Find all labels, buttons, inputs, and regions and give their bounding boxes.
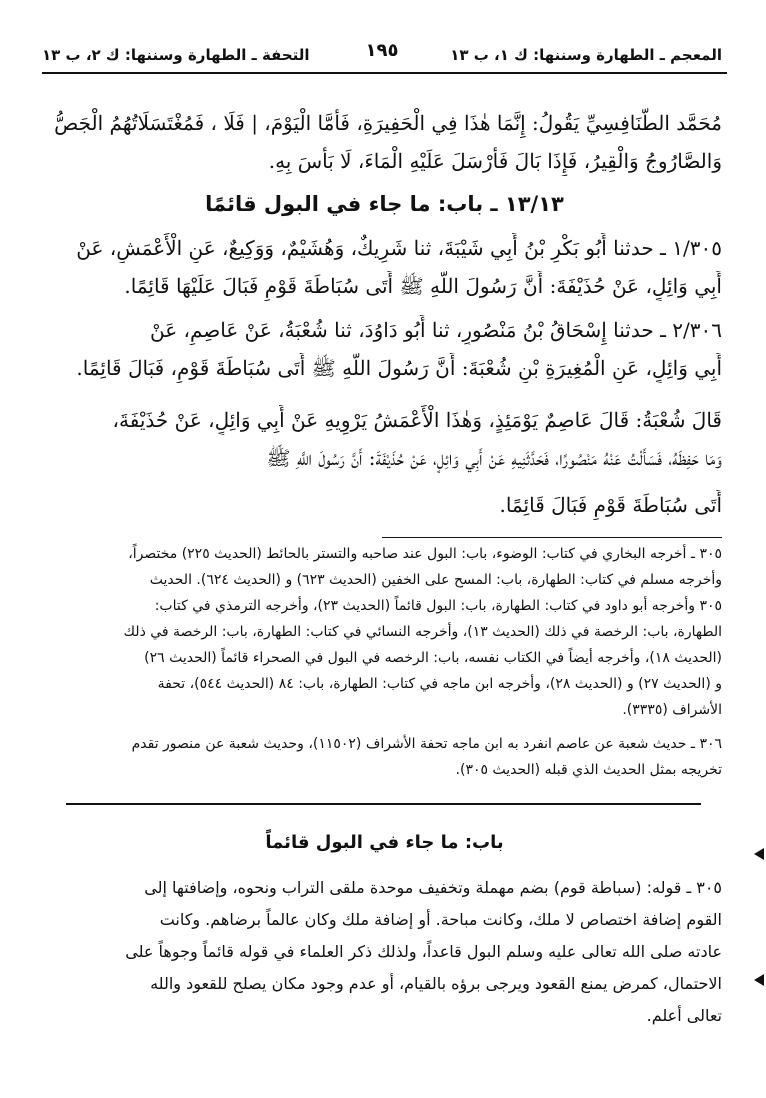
hadith-306-line: ٢/٣٠٦ ـ حدثنا إِسْحَاقُ بْنُ مَنْصُورٍ، ثنا أَبُو دَاوُدَ، ثنا شُعْبَةُ، عَنْ عَاصِمٍ، عَنْ [150,318,722,342]
commentary-line: ٣٠٥ ـ قوله: (سباطة قوم) بضم مهملة وتخفيف موحدة ملقى التراب ونحوه، وإضافتها إلى [144,878,722,897]
footnote-305-line: ٣٠٥ وأخرجه أبو داود في كتاب: الطهارة، باب: البول قائماً (الحديث ٢٣)، وأخرجه الترمذي في كتاب: [154,598,722,614]
commentary-line: تعالى أعلم. [646,1006,722,1025]
commentary-line: عادته صلى الله تعالى عليه وسلم البول قاعداً، ولذلك ذكر العلماء في قوله قائماً وجوهاً على [125,942,722,961]
footnote-306-line: تخريجه بمثل الحديث الذي قبله (الحديث ٣٠٥). [455,762,722,778]
section-separator [66,803,701,805]
margin-marker-icon [754,974,764,986]
running-header [42,38,722,68]
intro-line: مُحَمَّد الطَّنَافِسِيِّ يَقُولُ: إِنَّمَا هٰذَا فِي الْحَفِيرَةِ، فَأَمَّا الْيَوْمَ، | فَلَا ، فَمُغْتَسَلَاتُهُمُ الْجَصُّ [54,111,722,135]
footnote-306-line: ٣٠٦ ـ حديث شعبة عن عاصم انفرد به ابن ماجه تحفة الأشراف (١١٥٠٢)، وحديث شعبة عن منصور تقدم [131,736,722,752]
intro-line: وَالصَّارُوجُ وَالْقِيرُ، فَإِذَا بَالَ فَأَرْسَلَ عَلَيْهِ الْمَاءَ، لَا بَأْسَ بِهِ. [268,149,722,173]
commentary-heading: باب: ما جاء في البول قائماً [265,832,504,853]
footnote-rule [382,537,722,538]
footnote-305-line: (الحديث ١٨)، وأخرجه أيضاً في الكتاب نفسه، باب: الرخصه في البول في الصحراء قائماً (الحديث ٢٦) [144,650,722,666]
page-number: ١٩٥ [365,40,399,61]
hadith-305-line: ١/٣٠٥ ـ حدثنا أَبُو بَكْرِ بْنُ أَبِي شَيْبَةَ، ثنا شَرِيكٌ، وَهُشَيْمٌ، وَوَكِيعٌ، عَنِ الْأَعْمَشِ، عَنْ [76,236,722,260]
shuba-line: وَمَا حَفِظَهُ، فَسَأَلْتُ عَنْهُ مَنْصُورًا، فَحَدَّثَنِيهِ عَنْ أَبِي وَائِلٍ، عَنْ حُذَيْفَةَ: أَنَّ رَسُولَ اللَّهِ ﷺ [266,446,722,470]
chapter-heading: ١٣/١٣ ـ باب: ما جاء في البول قائمًا [205,192,564,216]
commentary-line: القوم إضافة اختصاص لا ملك، وكانت مباحة. أو إضافة ملك وكان عالماً برضاهم. وكانت [159,910,722,929]
header-right-title: المعجم ـ الطهارة وسننها: ك ١، ب ١٣ [450,46,722,64]
shuba-line: أَتَى سُبَاطَةَ قَوْمٍ فَبَالَ قَائِمًا. [499,493,722,517]
margin-marker-icon [754,848,764,860]
footnote-305-line: ٣٠٥ ـ أخرجه البخاري في كتاب: الوضوء، باب: البول عند صاحبه والتستر بالحائط (الحديث ٢٢٥) مختصراً، [128,546,722,562]
footnote-305-line: و (الحديث ٢٧) و (الحديث ٢٨)، وأخرجه ابن ماجه في كتاب: الطهارة، باب: ٨٤ (الحديث ٥٤٤)، تحفة [157,676,722,692]
hadith-306-line: أَبِي وَائِلٍ، عَنِ الْمُغِيرَةِ بْنِ شُعْبَةَ: أَنَّ رَسُولَ اللَّهِ ﷺ أَتَى سُبَاطَةَ قَوْمٍ، فَبَالَ قَائِمًا. [76,356,722,380]
footnote-305-line: وأخرجه مسلم في كتاب: الطهارة، باب: المسح على الخفين (الحديث ٦٢٣) و (الحديث ٦٢٤). الحديث [149,572,722,588]
footnote-305-line: الأشراف (٣٣٣٥). [622,702,722,718]
footnote-305-line: الطهارة، باب: الرخصة في ذلك (الحديث ١٣)، وأخرجه النسائي في كتاب: الطهارة، باب: الرخصة في ذلك [123,624,722,640]
header-rule [42,72,727,74]
hadith-305-line: أَبِي وَائِلٍ، عَنْ حُذَيْفَةَ: أَنَّ رَسُولَ اللَّهِ ﷺ أَتَى سُبَاطَةَ قَوْمٍ فَبَالَ عَلَيْهَا قَائِمًا. [124,274,722,298]
header-left-title: التحفة ـ الطهارة وسننها: ك ٢، ب ١٣ [42,46,310,64]
commentary-line: الاحتمال، كمرض يمنع القعود ويرجى برؤه بالقيام، أو عدم وجود مكان يصلح للقعود والله [150,974,722,993]
shuba-line: قَالَ شُعْبَةُ: قَالَ عَاصِمٌ يَوْمَئِذٍ، وَهٰذَا الْأَعْمَشُ يَرْوِيهِ عَنْ أَبِي وَائِلٍ، عَنْ حُذَيْفَةَ، [112,408,722,432]
